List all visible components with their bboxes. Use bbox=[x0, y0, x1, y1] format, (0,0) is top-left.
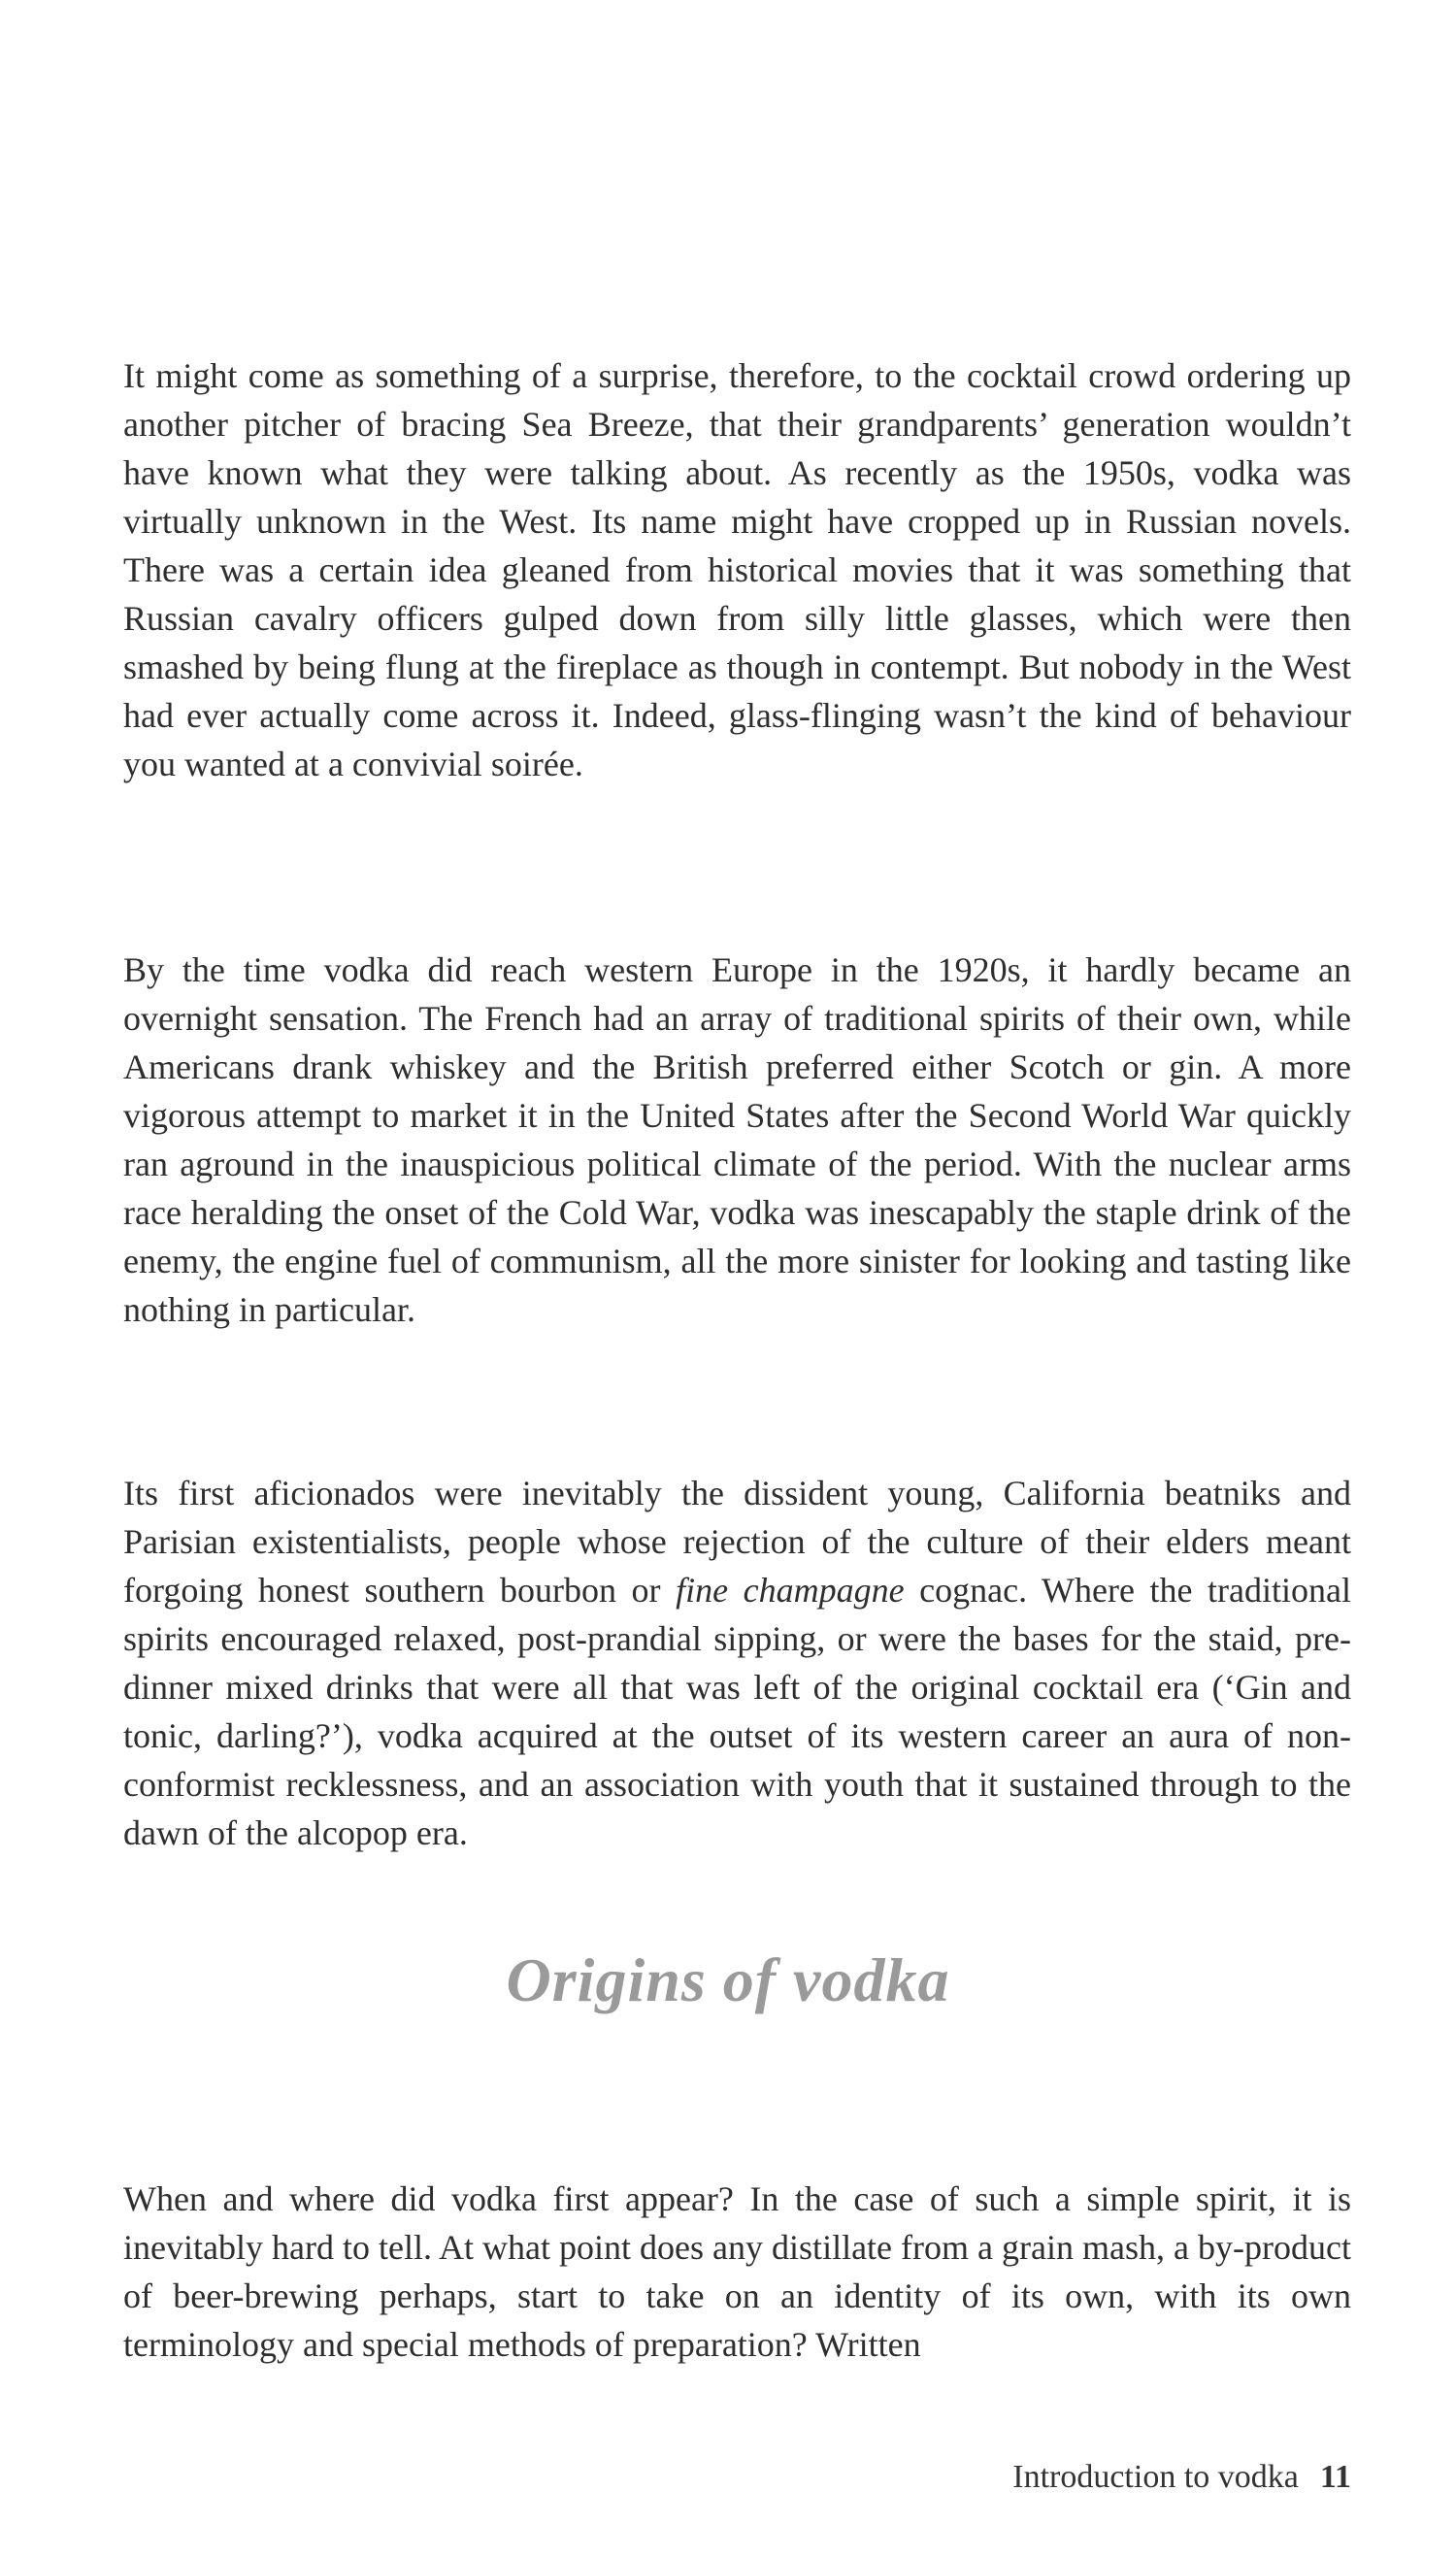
page-footer bbox=[1012, 2456, 1351, 2499]
body-paragraph-4 bbox=[123, 2175, 1351, 2369]
running-title: Introduction to vodka bbox=[1012, 2459, 1299, 2495]
paragraph-text: It might come as something of a surprise, therefore, to the cocktail crowd ordering up another pitcher of bracing Sea Breeze, that their grandparents’ generation wouldn’t have known what they were talking about. As recently as the 1950s, vodka was virtually unknown in the West. Its name might have cropped up in Russian novels. There was a certain idea gleaned from historical movies that it was something that Russian cavalry officers gulped down from silly little glasses, which were then smashed by being flung at the fireplace as though in contempt. But nobody in the West had ever actually come across it. Indeed, glass-flinging wasn’t the kind of behaviour you wanted at a convivial soirée. bbox=[123, 356, 1351, 783]
body-paragraph-2 bbox=[123, 946, 1351, 1334]
paragraph-text-continued: cognac. Where the traditional spirits encouraged relaxed, post-prandial sipping, or were the bases for the staid, pre-dinner mixed drinks that were all that was left of the original cocktail era (‘Gin and tonic, darling?’), vodka acquired at the outset of its western career an aura of non-conformist recklessness, and an association with youth that it sustained through to the dawn of the alcopop era. bbox=[123, 1571, 1351, 1852]
italic-phrase: fine champagne bbox=[676, 1571, 905, 1610]
section-heading: Origins of vodka bbox=[506, 1945, 950, 2014]
paragraph-text: By the time vodka did reach western Europe in the 1920s, it hardly became an overnight sensation. The French had an array of traditional spirits of their own, while Americans drank whiskey and the British preferred either Scotch or gin. A more vigorous attempt to market it in the United States after the Second World War quickly ran aground in the inauspicious political climate of the period. With the nuclear arms race heralding the onset of the Cold War, vodka was inescapably the staple drink of the enemy, the engine fuel of communism, all the more sinister for looking and tasting like nothing in particular. bbox=[123, 950, 1351, 1329]
page-number: 11 bbox=[1319, 2459, 1351, 2495]
body-paragraph-3 bbox=[123, 1469, 1351, 1857]
paragraph-text: When and where did vodka first appear? In the case of such a simple spirit, it is inevitably hard to tell. At what point does any distillate from a grain mash, a by-product of beer-brewing perhaps, start to take on an identity of its own, with its own terminology and special methods of preparation? Written bbox=[123, 2179, 1351, 2364]
body-paragraph-1 bbox=[123, 351, 1351, 788]
paragraph-text: Its first aficionados were inevitably the dissident young, California beatniks and Parisian existentialists, people whose rejection of the culture of their elders meant forgoing honest southern bourbon or bbox=[123, 1474, 1351, 1610]
